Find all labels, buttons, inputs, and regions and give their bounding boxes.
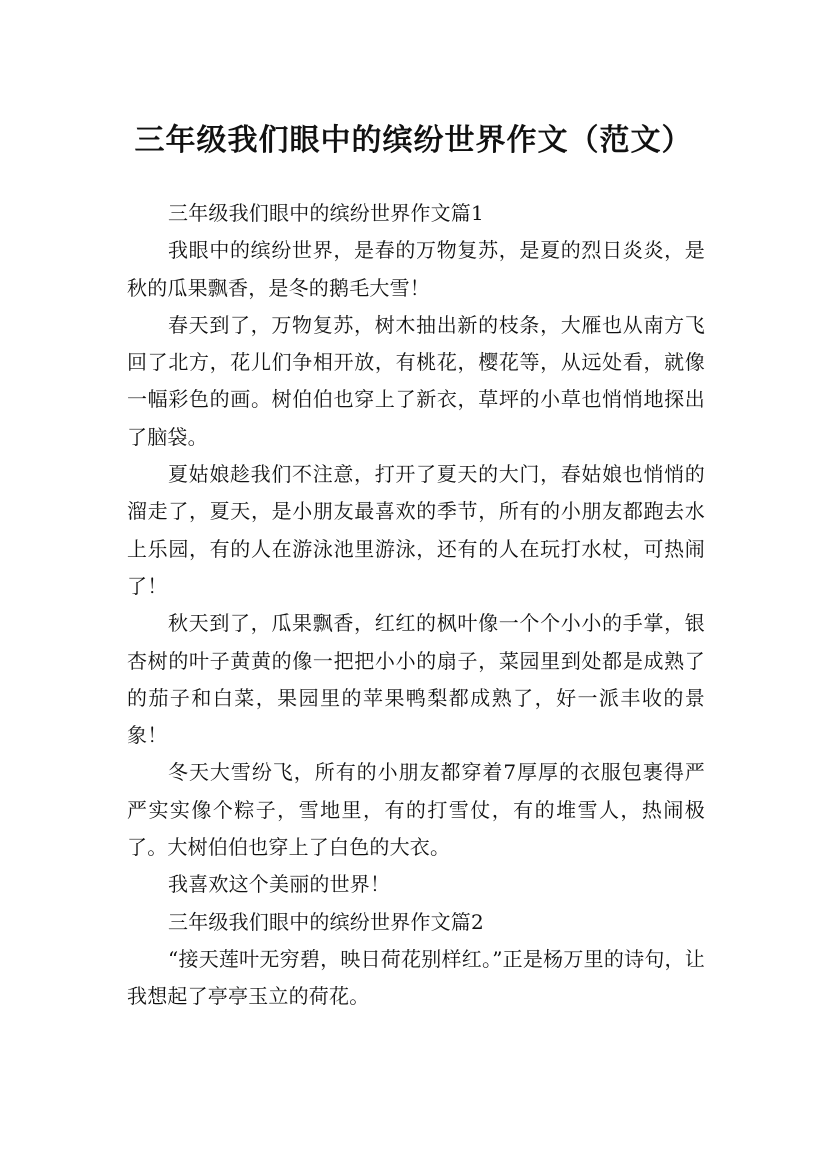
paragraph-intro: 我眼中的缤纷世界，是春的万物复苏，是夏的烈日炎炎，是秋的瓜果飘香，是冬的鹅毛大雪！ — [127, 238, 705, 300]
paragraph-spring: 春天到了，万物复苏，树木抽出新的枝条，大雁也从南方飞回了北方，花儿们争相开放，有桃花，樱花等，从远处看，就像一幅彩色的画。树伯伯也穿上了新衣，草坪的小草也悄悄地探出了脑袋。 — [127, 312, 705, 449]
document-body — [127, 195, 705, 1016]
paragraph-winter: 冬天大雪纷飞，所有的小朋友都穿着7厚厚的衣服包裹得严严实实像个粽子，雪地里，有的打雪仗，有的堆雪人，热闹极了。大树伯伯也穿上了白色的大衣。 — [127, 760, 705, 860]
paragraph-summer: 夏姑娘趁我们不注意，打开了夏天的大门，春姑娘也悄悄的溜走了，夏天，是小朋友最喜欢的季节，所有的小朋友都跑去水上乐园，有的人在游泳池里游泳，还有的人在玩打水杖，可热闹了！ — [127, 462, 705, 598]
paragraph-autumn: 秋天到了，瓜果飘香，红红的枫叶像一个个小小的手掌，银杏树的叶子黄黄的像一把把小小的扇子，菜园里到处都是成熟了的茄子和白菜，果园里的苹果鸭梨都成熟了，好一派丰收的景象！ — [127, 611, 705, 748]
section-heading-2: 三年级我们眼中的缤纷世界作文篇2 — [168, 909, 484, 934]
paragraph-conclusion: 我喜欢这个美丽的世界！ — [168, 872, 391, 897]
section-heading-1: 三年级我们眼中的缤纷世界作文篇1 — [168, 201, 484, 225]
paragraph-poem: “接天莲叶无穷碧，映日荷花别样红。”正是杨万里的诗句，让我想起了亭亭玉立的荷花。 — [127, 946, 705, 1009]
document-title: 三年级我们眼中的缤纷世界作文（范文） — [134, 123, 693, 159]
